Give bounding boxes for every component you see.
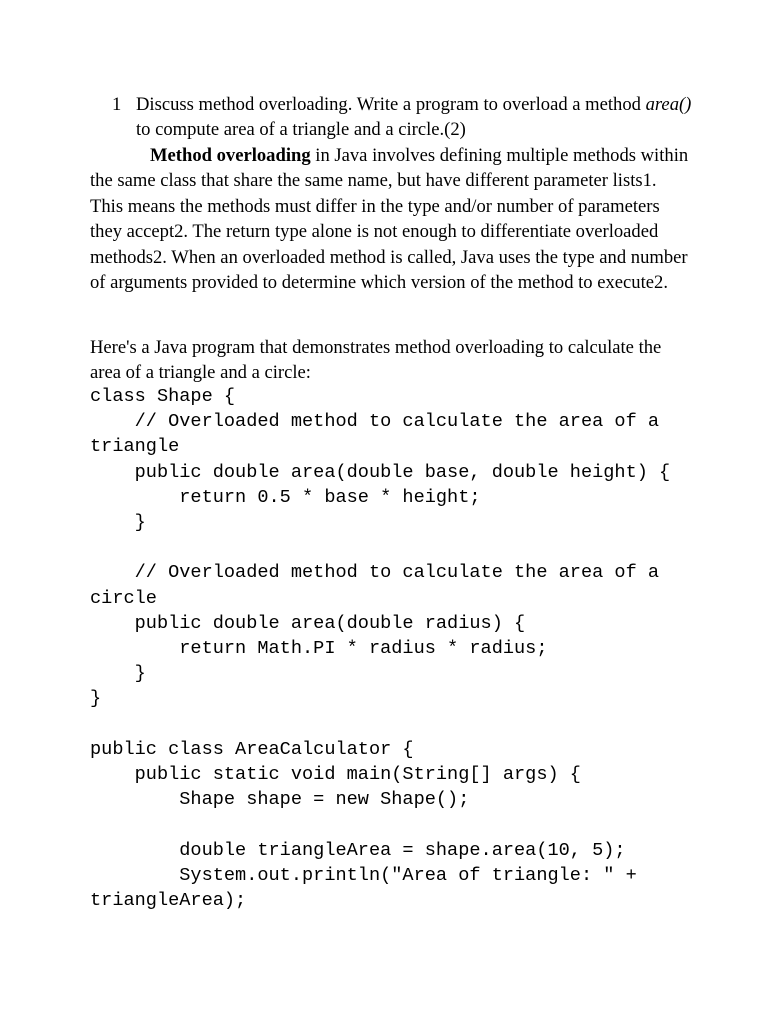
question-text-before: Discuss method overloading. Write a program to overload a method [136,94,646,115]
answer-bold-term: Method overloading [150,145,311,166]
code-block: class Shape { // Overloaded method to calculate the area of a triangle public double area(double base, double height) { return 0.5 * base * height; } // Overloaded method to calculate the area of a circle public double area(double radius) { return Math.PI * radius * radius; } } public class AreaCalculator { public static void main(String[] args) { Shape shape = new Shape(); double triangleArea = shape.area(10, 5); System.out.println("Area of triangle: " + triangleArea); [90,386,671,912]
answer-body: in Java involves defining multiple methods within the same class that share the same name, but have different parameter lists1. This means the methods must differ in the type and/or number of parameters they accept2. The return type alone is not enough to differentiate overloaded methods2. When an overloaded method is called, Java uses the type and number of arguments provided to determine which version of the method to execute2. [90,145,689,294]
answer-paragraph [90,143,690,295]
question-item [90,92,690,143]
question-number: 1 [112,94,122,115]
question-text-after: to compute area of a triangle and a circle.(2) [136,119,466,141]
question-text [136,92,696,143]
question-method-name: area() [645,94,692,115]
program-intro: Here's a Java program that demonstrates method overloading to calculate the area of a triangle and a circle: [90,337,662,384]
